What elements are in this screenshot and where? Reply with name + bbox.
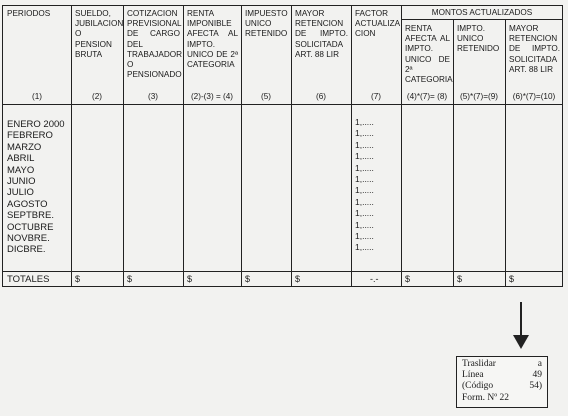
note-text: Traslidar (462, 359, 496, 369)
col-number: (2)-(3) = (4) (190, 92, 234, 101)
header-sueldo: SUELDO, JUBILACION O PENSION BRUTA (75, 9, 124, 59)
factor-row: 1,..... (355, 231, 374, 242)
factor-row: 1,..... (355, 208, 374, 219)
arrow-down-icon (520, 302, 522, 336)
arrow-head-icon (513, 335, 529, 349)
note-text: 49 (532, 370, 542, 381)
month-row: ENERO 2000 (7, 119, 65, 130)
factor-row: 1,..... (355, 162, 374, 173)
col-number: (6) (315, 92, 326, 101)
month-row: SEPTBRE. (7, 210, 54, 222)
factor-row: 1,..... (355, 174, 374, 185)
totals-label: TOTALES (7, 274, 50, 285)
total-cotizacion: $ (127, 274, 133, 284)
month-row: MARZO (7, 141, 42, 153)
col-number: (7) (370, 92, 381, 101)
month-row: OCTUBRE (7, 221, 54, 233)
col-number: (2) (91, 92, 102, 101)
factors-list (355, 117, 374, 254)
col-number: (5)*(7)=(9) (460, 92, 498, 101)
header-renta-actualizada: RENTA AFECTA AL IMPTO. UNICO DE 2ª CATEGORIA (405, 24, 453, 85)
col-number: (5) (260, 92, 271, 101)
total-factor: -.- (370, 274, 379, 284)
month-row: JULIO (7, 187, 34, 199)
factor-row: 1,..... (355, 185, 374, 196)
factor-row: 1,..... (355, 242, 374, 253)
header-mayor-retencion: MAYOR RETENCION DE IMPTO. SOLICITADA ART. 88 LIR (295, 9, 348, 59)
month-row: FEBRERO (7, 130, 53, 142)
col-number: (1) (31, 92, 42, 101)
header-montos-actualizados: MONTOS ACTUALIZADOS (431, 8, 533, 17)
header-renta-imponible: RENTA IMPONIBLE AFECTA AL IMPTO. UNICO DE 2ª CATEGORIA (187, 9, 238, 70)
factor-row: 1,..... (355, 128, 374, 139)
months-list (7, 119, 65, 256)
header-periodos: PERIODOS (7, 9, 51, 18)
col-number: (4)*(7)= (8) (406, 92, 448, 101)
total-renta: $ (187, 274, 193, 284)
col-number: (3) (147, 92, 158, 101)
month-row: AGOSTO (7, 198, 48, 210)
note-text: a (537, 359, 542, 369)
month-row: DICBRE. (7, 244, 46, 256)
total-mayor-act: $ (509, 274, 515, 284)
col-number: (6)*(7)=(10) (512, 92, 556, 101)
total-mayor: $ (295, 274, 301, 284)
transfer-note (456, 356, 548, 408)
note-text: Línea (462, 370, 484, 381)
factor-row: 1,..... (355, 196, 374, 207)
factor-row: 1,..... (355, 139, 374, 150)
factor-row: 1,..... (355, 219, 374, 230)
factor-row: 1,..... (355, 151, 374, 162)
total-impto-act: $ (457, 274, 463, 284)
header-factor-actualizacion: FACTOR ACTUALIZA CION (355, 9, 400, 39)
note-text: 54) (529, 381, 542, 392)
month-row: MAYO (7, 164, 35, 176)
income-table (2, 5, 563, 287)
month-row: NOVBRE. (7, 233, 50, 245)
note-text: (Código (462, 381, 494, 392)
month-row: ABRIL (7, 153, 35, 165)
header-mayor-actualizada: MAYOR RETENCION DE IMPTO. SOLICITADA ART. 88 LIR (509, 24, 560, 74)
month-row: JUNIO (7, 176, 36, 188)
total-sueldo: $ (75, 274, 81, 284)
factor-row: 1,..... (355, 117, 374, 127)
total-renta-act: $ (405, 274, 411, 284)
header-impto-actualizado: IMPTO. UNICO RETENIDO (457, 24, 500, 54)
header-impuesto-unico: IMPUESTO UNICO RETENIDO (245, 9, 288, 39)
total-impuesto: $ (245, 274, 251, 284)
header-cotizacion: COTIZACION PREVISIONAL DE CARGO DEL TRABAJADOR O PENSIONADO (127, 9, 183, 80)
note-text: Form. Nº 22 (462, 392, 510, 403)
